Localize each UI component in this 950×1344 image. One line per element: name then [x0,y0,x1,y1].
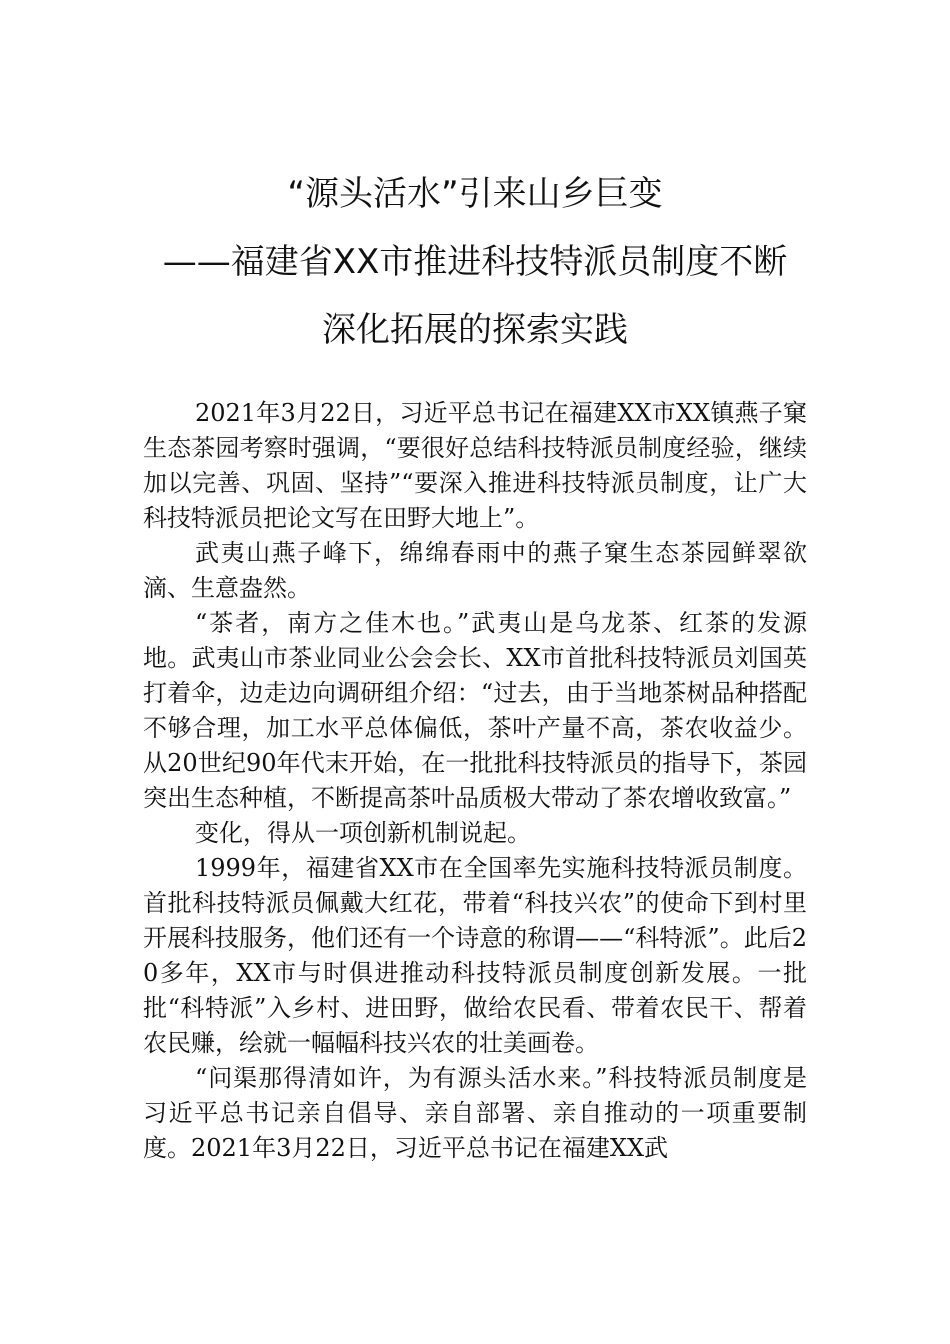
document-title: “源头活水”引来山乡巨变 [287,174,663,214]
document-subtitle-line-2: 深化拓展的探索实践 [322,310,628,350]
paragraph: “茶者，南方之佳木也。”武夷山是乌龙茶、红茶的发源地。武夷山市茶业同业公会会长、XX市首批科技特派员刘国英打着伞，边走边向调研组介绍：“过去，由于当地茶树品种搭配不够合理，加工水平总体偏低，茶叶产量不高，茶农收益少。从20世纪90年代末开始，在一批批科技特派员的指导下，茶园突出生态种植，不断提高茶叶品质极大带动了茶农增收致富。” [143,609,807,812]
document-subtitle-line-1: ——福建省XX市推进科技特派员制度不断 [162,242,788,282]
document-body [143,396,807,1166]
paragraph: 武夷山燕子峰下，绵绵春雨中的燕子窠生态茶园鲜翠欲滴、生意盎然。 [143,539,807,602]
paragraph: 变化，得从一项创新机制说起。 [195,819,531,847]
paragraph: 1999年，福建省XX市在全国率先实施科技特派员制度。首批科技特派员佩戴大红花，带着“科技兴农”的使命下到村里开展科技服务，他们还有一个诗意的称谓——“科特派”。此后20多年，XX市与时俱进推动科技特派员制度创新发展。一批批“科特派”入乡村、进田野，做给农民看、带着农民干、帮着农民赚，绘就一幅幅科技兴农的壮美画卷。 [143,854,807,1057]
paragraph: 2021年3月22日，习近平总书记在福建XX市XX镇燕子窠生态茶园考察时强调，“要很好总结科技特派员制度经验，继续加以完善、巩固、坚持”“要深入推进科技特派员制度，让广大科技特派员把论文写在田野大地上”。 [143,399,807,532]
paragraph: “问渠那得清如许，为有源头活水来。”科技特派员制度是习近平总书记亲自倡导、亲自部署、亲自推动的一项重要制度。2021年3月22日，习近平总书记在福建XX武 [143,1064,807,1162]
title-block [120,160,830,364]
